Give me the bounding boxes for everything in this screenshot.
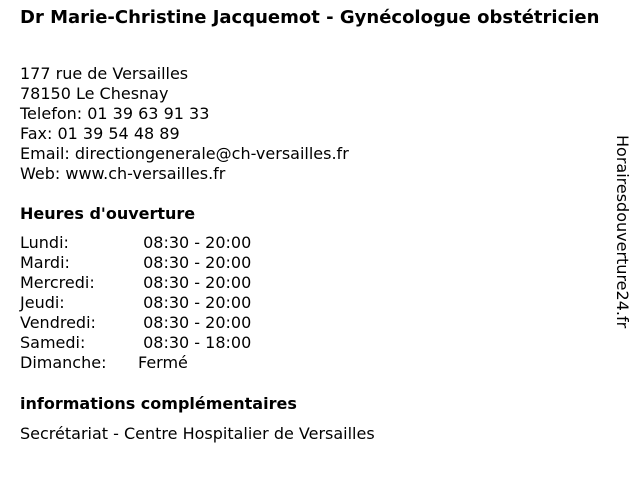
hours-row-wednesday: [20, 273, 251, 293]
day-label: Samedi:: [20, 333, 86, 352]
city-address: 78150 Le Chesnay: [20, 84, 169, 103]
hours-row-thursday: [20, 293, 251, 313]
time-range: 08:30 - 20:00: [138, 253, 252, 272]
street-address: 177 rue de Versailles: [20, 64, 189, 83]
hours-row-monday: [20, 233, 251, 253]
time-range: 08:30 - 20:00: [138, 313, 252, 332]
day-label: Mardi:: [20, 253, 70, 272]
phone-number: Telefon: 01 39 63 91 33: [20, 104, 210, 123]
hours-row-saturday: [20, 333, 251, 353]
time-range: 08:30 - 18:00: [138, 333, 252, 352]
website: Web: www.ch-versailles.fr: [20, 164, 226, 183]
time-range: 08:30 - 20:00: [138, 273, 252, 292]
time-range: 08:30 - 20:00: [138, 293, 252, 312]
info-heading: informations complémentaires: [20, 394, 297, 413]
day-label: Mercredi:: [20, 273, 95, 292]
hours-row-sunday: [20, 353, 251, 373]
day-label: Jeudi:: [20, 293, 65, 312]
hours-row-tuesday: [20, 253, 251, 273]
hours-heading: Heures d'ouverture: [20, 204, 196, 223]
hours-table: [20, 233, 251, 373]
hours-row-friday: [20, 313, 251, 333]
day-label: Dimanche:: [20, 353, 107, 372]
site-watermark: Horairesdouverture24.fr: [613, 135, 632, 329]
day-label: Lundi:: [20, 233, 69, 252]
time-range: 08:30 - 20:00: [138, 233, 252, 252]
fax-number: Fax: 01 39 54 48 89: [20, 124, 180, 143]
info-text: Secrétariat - Centre Hospitalier de Versailles: [20, 424, 375, 443]
email-address: Email: directiongenerale@ch-versailles.fr: [20, 144, 349, 163]
page-title: Dr Marie-Christine Jacquemot - Gynécologue obstétricien: [20, 7, 600, 28]
contact-block: [20, 64, 349, 184]
time-range: Fermé: [138, 353, 188, 372]
day-label: Vendredi:: [20, 313, 96, 332]
